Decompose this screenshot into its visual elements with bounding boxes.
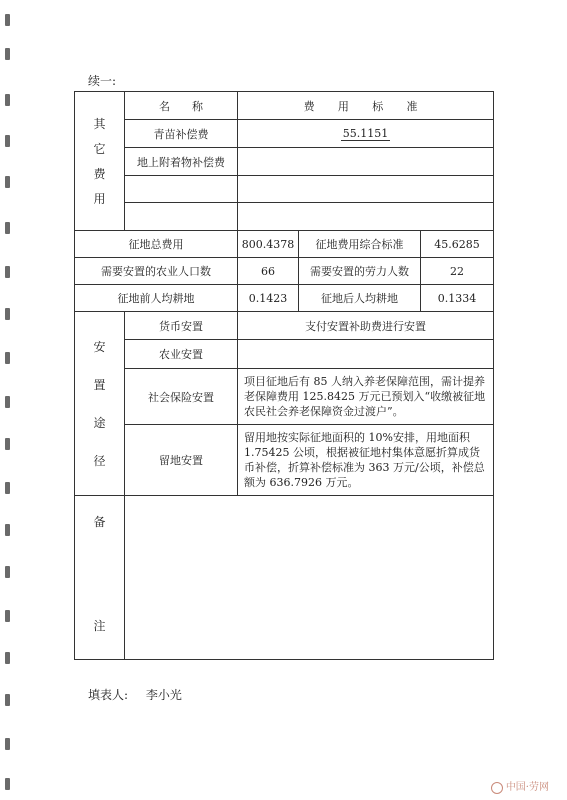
remarks-section-label: 备 注	[75, 496, 125, 660]
fee-standard	[238, 120, 494, 148]
labor-value: 22	[421, 258, 494, 285]
after-land-value: 0.1334	[421, 285, 494, 312]
continuation-label: 续一:	[88, 74, 117, 88]
binding-hole	[5, 135, 10, 147]
fee-name: 地上附着物补偿费	[125, 148, 238, 176]
other-fees-section-label: 其 它 费 用	[75, 92, 125, 231]
other-fees-header-row	[75, 92, 494, 120]
total-cost-label: 征地总费用	[75, 231, 238, 258]
binding-hole	[5, 266, 10, 278]
form-footer	[88, 686, 196, 703]
resettlement-content: 项目征地后有 85 人纳入养老保障范围，需计提养老保障费用 125.8425 万元已预划入“收缴被征地农民社会养老保障资金过渡户”。	[238, 369, 494, 425]
resettlement-content	[238, 340, 494, 369]
watermark-text: 中国·劳网	[505, 782, 549, 793]
filler-name: 李小光	[145, 688, 182, 702]
binding-hole	[5, 14, 10, 26]
labor-label: 需要安置的劳力人数	[299, 258, 421, 285]
binding-hole	[5, 438, 10, 450]
filler-label: 填表人:	[88, 688, 129, 702]
resettlement-type: 货币安置	[125, 312, 238, 340]
summary-row	[75, 231, 494, 258]
fee-standard	[238, 203, 494, 231]
fee-name: 青苗补偿费	[125, 120, 238, 148]
resettlement-type: 农业安置	[125, 340, 238, 369]
binding-hole	[5, 610, 10, 622]
binding-hole	[5, 694, 10, 706]
total-cost-value: 800.4378	[238, 231, 299, 258]
binding-hole	[5, 94, 10, 106]
fee-row	[75, 120, 494, 148]
resettlement-row	[75, 340, 494, 369]
composite-standard-value: 45.6285	[421, 231, 494, 258]
fee-standard-value: 55.1151	[342, 127, 389, 140]
before-land-value: 0.1423	[238, 285, 299, 312]
watermark	[491, 778, 549, 794]
binding-hole	[5, 482, 10, 494]
binding-hole	[5, 738, 10, 750]
fee-standard	[238, 176, 494, 203]
binding-hole	[5, 222, 10, 234]
summary-row	[75, 285, 494, 312]
watermark-seal-icon	[491, 782, 503, 794]
remarks-row	[75, 496, 494, 660]
column-header-name: 名 称	[125, 92, 238, 120]
fee-row	[75, 203, 494, 231]
before-land-label: 征地前人均耕地	[75, 285, 238, 312]
resettlement-row	[75, 425, 494, 496]
binding-hole	[5, 48, 10, 60]
fee-name	[125, 176, 238, 203]
binding-hole	[5, 566, 10, 578]
binding-hole	[5, 396, 10, 408]
binding-hole	[5, 652, 10, 664]
after-land-label: 征地后人均耕地	[299, 285, 421, 312]
fee-row	[75, 176, 494, 203]
binding-hole	[5, 308, 10, 320]
composite-standard-label: 征地费用综合标准	[299, 231, 421, 258]
column-header-standard: 费 用 标 准	[238, 92, 494, 120]
resettlement-section-label: 安 置 途 径	[75, 312, 125, 496]
summary-row	[75, 258, 494, 285]
agri-pop-label: 需要安置的农业人口数	[75, 258, 238, 285]
binding-hole	[5, 176, 10, 188]
agri-pop-value: 66	[238, 258, 299, 285]
binding-hole	[5, 352, 10, 364]
resettlement-row	[75, 312, 494, 340]
remarks-content	[125, 496, 494, 660]
binding-hole	[5, 778, 10, 790]
fee-standard	[238, 148, 494, 176]
fee-name	[125, 203, 238, 231]
resettlement-content: 留用地按实际征地面积的 10%安排，用地面积 1.75425 公顷，根据被征地村集体意愿折算成货币补偿，折算补偿标准为 363 万元/公顷，补偿总额为 636.7926 万元。	[238, 425, 494, 496]
fee-row	[75, 148, 494, 176]
resettlement-type: 留地安置	[125, 425, 238, 496]
resettlement-content: 支付安置补助费进行安置	[238, 312, 494, 340]
resettlement-row	[75, 369, 494, 425]
resettlement-type: 社会保险安置	[125, 369, 238, 425]
land-requisition-form	[74, 91, 494, 660]
binding-hole	[5, 524, 10, 536]
